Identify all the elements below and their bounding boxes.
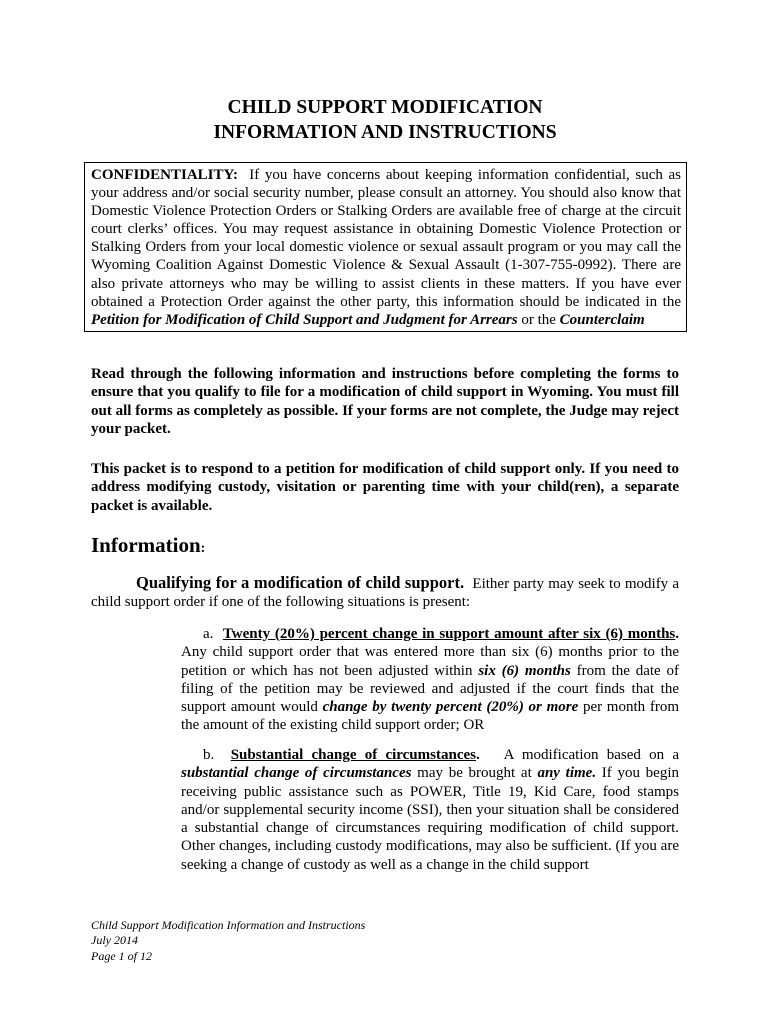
qualifying-lead: Qualifying for a modification of child support.	[136, 573, 465, 592]
qualifying-body: Either party may seek to modify a child support order if one of the following situations is present:	[91, 576, 680, 611]
confidentiality-body: If you have concerns about keeping information confidential, such as your address and/or social security number, please consult an attorney. You should also know that Domestic Violence Protection Orders or Stalking Orders are available free of charge at the circuit court clerks’ offices. You may request assistance in obtaining Domestic Violence Protection or Stalking Orders from your local domestic violence or sexual assault program or you may call the Wyoming Coalition Against Domestic Violence & Sexual Assault (1-307-755-0992). There are also private attorneys who may be willing to assist clients in these matters. If you have ever obtained a Protection Order against the other party, this information should be indicated in the	[91, 167, 682, 310]
intro-paragraph-1: Read through the following information and instructions before completing the forms to ensure that you qualify to file for a modification of child support in Wyoming. You must fill out all forms as completely as possible. If your forms are not complete, the Judge may reject your packet.	[91, 366, 679, 438]
item-b-period: .	[475, 747, 480, 763]
item-b-emphasis-1: substantial change of circumstances	[181, 765, 412, 782]
item-a-emphasis-2: change by twenty percent (20%) or more	[322, 699, 579, 716]
title-line-1: CHILD SUPPORT MODIFICATION	[227, 97, 543, 118]
footer-date: July 2014	[91, 933, 138, 948]
qualifying-paragraph	[91, 574, 679, 612]
confidentiality-or: or the	[521, 311, 556, 328]
item-b-text-3: If you begin receiving public assistance such as POWER, Title 19, Kid Care, food stamps and/or supplemental security income (SSI), then your situation shall be considered a substantial change of circumstances requiring modification of child support. Other changes, including custody modifications, may also be sufficient. (If you are seeking a change of custody as well as a change in the child support	[181, 765, 679, 873]
item-b-text-2: may be brought at	[417, 765, 532, 782]
item-a-text-1: Any child support order that was entered more than six (6) months prior to the petition or which has not been adjusted within	[181, 644, 679, 679]
counterclaim-form-name: Counterclaim	[559, 311, 645, 328]
item-a-marker: a.	[203, 626, 214, 642]
item-a-period: .	[675, 626, 680, 642]
item-b-emphasis-2: any time.	[537, 765, 597, 782]
information-heading-colon: :	[200, 541, 206, 556]
item-a-text-3: per month from the amount of the existing child support order; OR	[181, 699, 679, 734]
confidentiality-label: CONFIDENTIALITY:	[91, 167, 238, 183]
item-a-emphasis-1: six (6) months	[478, 662, 571, 679]
information-heading	[91, 533, 205, 558]
footer-page-number: Page 1 of 12	[91, 948, 152, 963]
item-b-marker: b.	[203, 747, 215, 763]
item-b-text-1: A modification based on a	[503, 747, 679, 763]
item-a-title: Twenty (20%) percent change in support amount after six (6) months	[222, 626, 676, 642]
page-footer	[91, 918, 365, 964]
list-item-a	[181, 625, 679, 735]
information-heading-text: Information	[91, 533, 201, 557]
list-item-b	[181, 746, 679, 874]
page-title	[0, 95, 770, 145]
footer-document-title: Child Support Modification Information and Instructions	[91, 918, 366, 932]
confidentiality-box	[84, 162, 687, 332]
item-b-title: Substantial change of circumstances	[230, 747, 476, 763]
title-line-2: INFORMATION AND INSTRUCTIONS	[213, 122, 557, 143]
item-a-text-2: from the date of filing of the petition may be reviewed and adjusted if the court finds that the support amount would	[181, 662, 680, 716]
intro-paragraph-2: This packet is to respond to a petition for modification of child support only. If you need to address modifying custody, visitation or parenting time with your child(ren), a separate packet is available.	[91, 461, 679, 514]
petition-form-name: Petition for Modification of Child Support and Judgment for Arrears	[91, 311, 518, 328]
